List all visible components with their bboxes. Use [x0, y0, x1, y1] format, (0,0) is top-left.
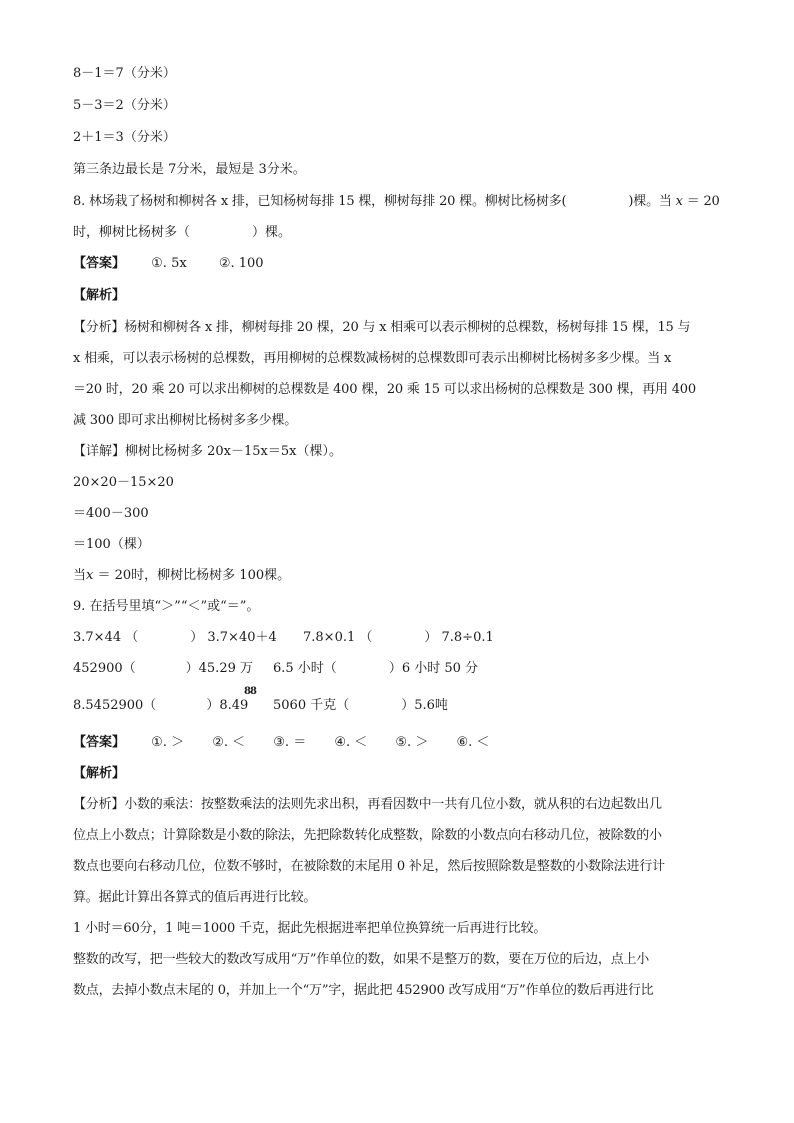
comparison-right: ）8.4: [206, 698, 240, 713]
q8-text-d: 时，柳树比杨树多（: [73, 225, 191, 240]
variable-x: x: [675, 194, 683, 209]
calc-line-3: 2＋1＝3（分米）: [73, 130, 176, 145]
analysis-8-line: ＝20 时，20 乘 20 可以求出柳树的总棵数是 400 棵，20 乘 15 可以求出杨树的总棵数是 300 棵，再用 400: [73, 382, 696, 397]
analysis-8-line: 【分析】杨树和柳树各 x 排，柳树每排 20 棵，20 与 x 相乘可以表示柳树的总棵数，杨树每排 15 棵，15 与: [73, 320, 691, 335]
analysis-9-line: 【分析】小数的乘法：按整数乘法的法则先求出积，再看因数中一共有几位小数，就从积的右边起数出几: [73, 797, 662, 812]
answer-option: ④. ＜: [334, 735, 368, 750]
detail-8-final-a: 当: [73, 568, 87, 583]
analysis-8-line: x 相乘，可以表示杨树的总棵数，再用柳树的总棵数减杨树的总棵数即可表示出柳树比杨树多多少棵。当 x: [73, 351, 672, 366]
comparison-left: 6.5 小时（: [273, 661, 337, 676]
question-9-row-3: [73, 686, 448, 715]
detail-8-final-b: ＝ 20时，柳树比杨树多 100棵。: [97, 568, 291, 583]
answer-option: ⑥. ＜: [456, 735, 490, 750]
answer-option: ②. ＜: [212, 735, 246, 750]
calc-line-2: 5－3＝2（分米）: [73, 98, 176, 113]
detail-8-final: [73, 567, 290, 585]
answer-label: 【答案】: [73, 735, 126, 750]
answer-option: ②. 100: [218, 256, 264, 271]
comparison-right: ）5.6吨: [401, 698, 448, 713]
variable-x: x: [86, 568, 94, 583]
analysis-9-line: 数点，去掉小数点末尾的 0，并加上一个“万”字，据此把 452900 改写成用“万”作单位的数后再进行比: [73, 983, 654, 998]
comparison-item: [73, 629, 303, 647]
calc-line-1: 8－1＝7（分米）: [73, 66, 176, 81]
analysis-9-line: 1 小时＝60分，1 吨＝1000 千克，据此先根据进率把单位换算统一后再进行比较。: [73, 921, 547, 936]
calc-conclusion: 第三条边最长是 7分米，最短是 3分米。: [73, 162, 306, 177]
analysis-9-line: 位点上小数点；计算除数是小数的除法，先把除数转化成整数，除数的小数点向右移动几位，被除数的小: [73, 828, 662, 843]
repeating-dots: 88: [244, 686, 256, 697]
comparison-item: [273, 697, 448, 715]
question-9-title: 9. 在括号里填“＞”“＜”或“＝”。: [73, 599, 260, 614]
analysis-label: 【解析】: [73, 766, 126, 781]
answer-option: ①. ＞: [151, 735, 185, 750]
answer-option: ⑤. ＞: [395, 735, 429, 750]
question-9-row-1: [73, 629, 494, 647]
answer-option: ③. ＝: [273, 735, 307, 750]
comparison-item: [273, 660, 478, 678]
analysis-8-line: 减 300 即可求出柳树比杨树多多少棵。: [73, 413, 298, 428]
answer-8: [73, 255, 264, 273]
question-8-line-1: [73, 193, 720, 211]
question-9-row-2: [73, 660, 478, 678]
comparison-left: 5060 千克（: [273, 698, 350, 713]
q8-text-a: 8. 林场栽了杨树和柳树各 x 排，已知杨树每排 15 棵，柳树每排 20 棵。柳树比杨树多(: [73, 194, 567, 209]
repeating-digit: 9: [240, 698, 249, 713]
question-8-line-2: [73, 224, 291, 242]
detail-8-line: 【详解】柳树比杨树多 20x－15x＝5x（棵）。: [73, 444, 342, 459]
analysis-9-line: 数点也要向右移动几位，位数不够时，在被除数的末尾用 0 补足，然后按照除数是整数的小数除法进行计: [73, 859, 665, 874]
comparison-item: [73, 686, 273, 715]
repeating-decimal: [240, 686, 256, 715]
analysis-9-line: 整数的改写，把一些较大的数改写成用“万”作单位的数，如果不是整万的数，要在万位的后边，点上小: [73, 952, 650, 967]
answer-label: 【答案】: [73, 256, 126, 271]
analysis-9-line: 算。据此计算出各算式的值后再进行比较。: [73, 890, 317, 905]
comparison-left: 3.7×44 （: [73, 630, 139, 645]
answer-option: ①. 5x: [151, 256, 187, 271]
comparison-item: [73, 660, 273, 678]
comparison-right: ） 7.8÷0.1: [424, 630, 494, 645]
analysis-label: 【解析】: [73, 288, 126, 303]
detail-8-calc: ＝100（棵）: [73, 537, 150, 552]
comparison-item: [303, 629, 494, 647]
q8-text-c: ＝ 20: [686, 194, 720, 209]
comparison-right: ）6 小时 50 分: [388, 661, 479, 676]
detail-8-calc: ＝400－300: [73, 506, 149, 521]
comparison-left: 452900（: [73, 661, 136, 676]
q8-text-b: )棵。当: [628, 194, 672, 209]
q8-text-e: ）棵。: [252, 225, 292, 240]
detail-8-calc: 20×20－15×20: [73, 475, 174, 490]
comparison-right: ） 3.7×40＋4: [190, 630, 277, 645]
comparison-right: ）45.29 万: [185, 661, 253, 676]
answer-9: [73, 734, 489, 752]
comparison-left: 7.8×0.1 （: [303, 630, 373, 645]
comparison-left: 8.5452900（: [73, 698, 157, 713]
